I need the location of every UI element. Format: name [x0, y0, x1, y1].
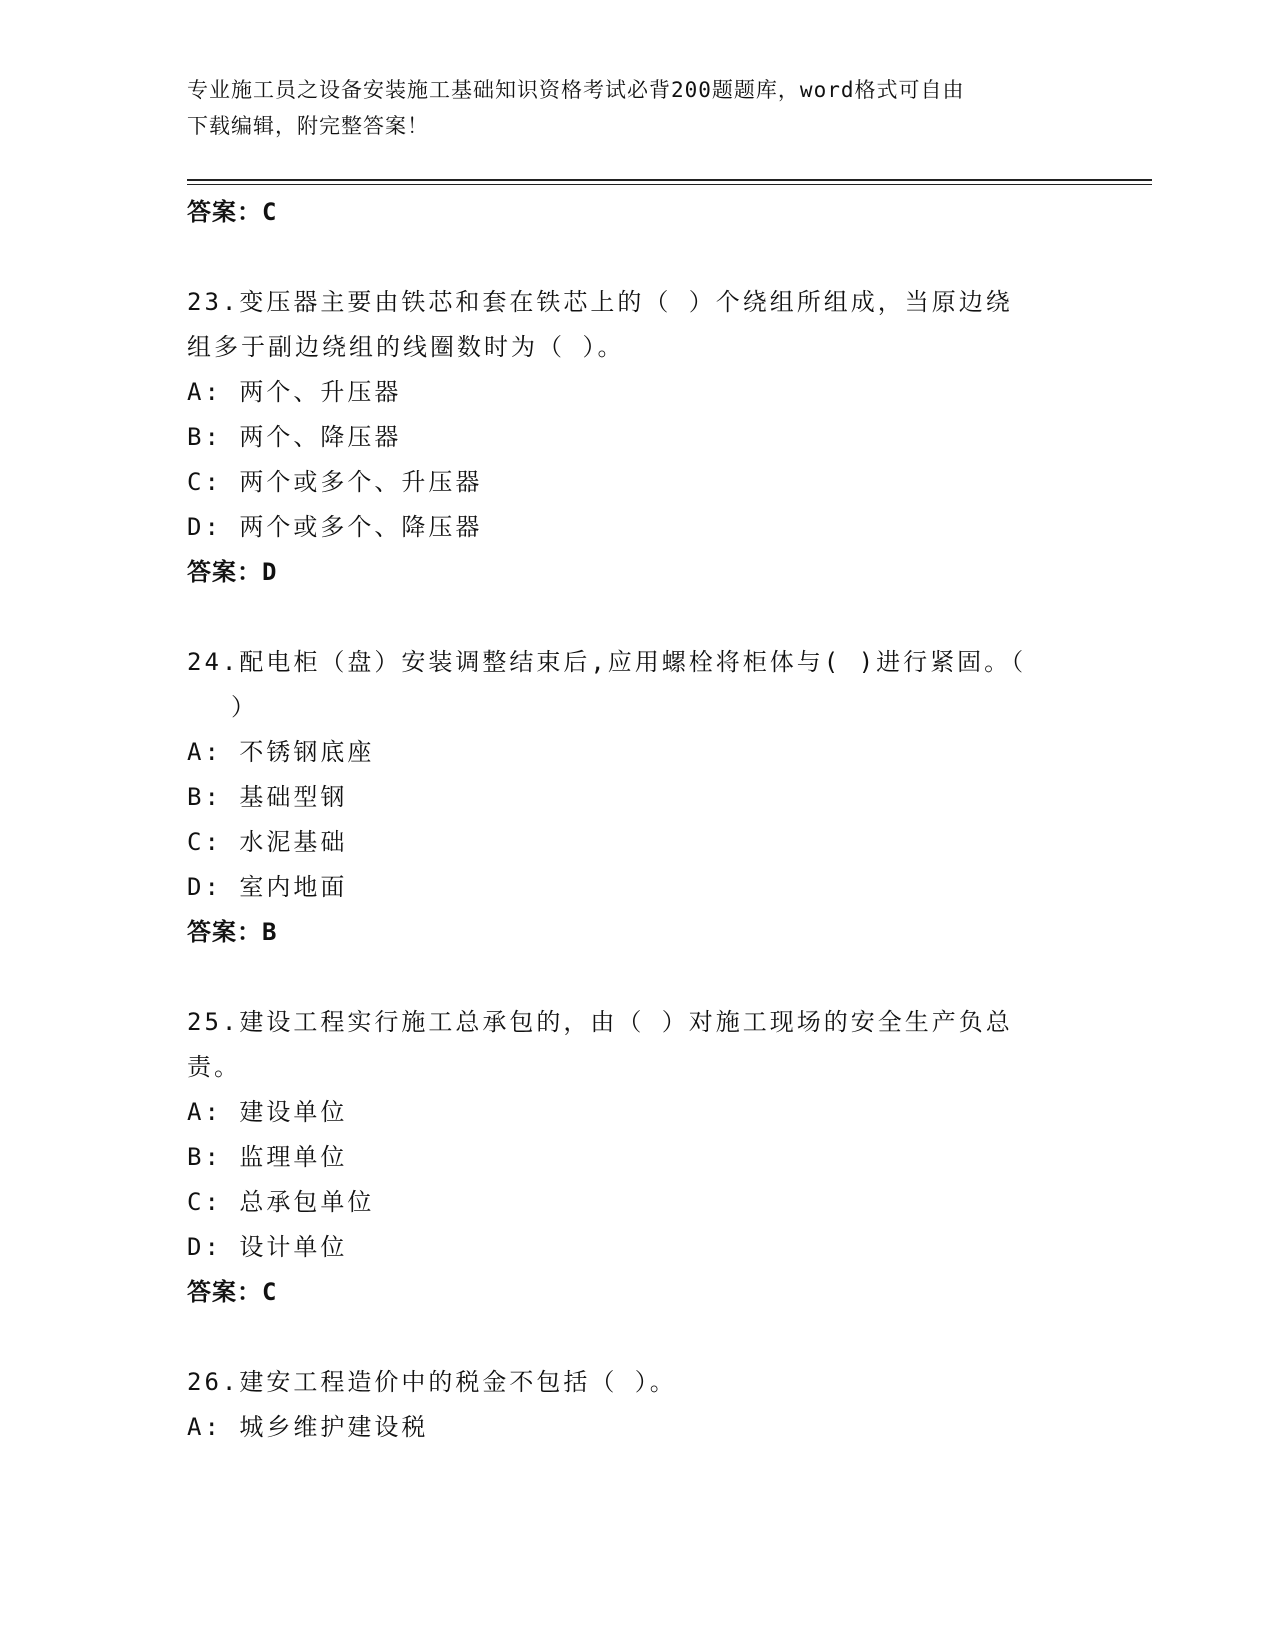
question-list: [187, 190, 1067, 1450]
question-stem: [187, 640, 1067, 730]
option-d: D: 设计单位: [187, 1233, 348, 1261]
question-stem-line-2: ）: [231, 693, 258, 721]
option-c: C: 水泥基础: [187, 828, 348, 856]
question-stem-line-1: 23.变压器主要由铁芯和套在铁芯上的（ ）个绕组所组成，当原边绕: [187, 288, 1013, 316]
option-a: A: 城乡维护建设税: [187, 1413, 429, 1441]
question-stem-line-2: 组多于副边绕组的线圈数时为（ ）。: [187, 333, 625, 361]
question-stem: [187, 280, 1067, 370]
header-line-1: 专业施工员之设备安装施工基础知识资格考试必背200题题库，word格式可自由: [187, 78, 965, 102]
answer-line: 答案：B: [187, 918, 278, 946]
question-stem: [187, 1000, 1067, 1090]
answer-line: 答案：D: [187, 558, 278, 586]
header-divider-thick: [187, 179, 1152, 181]
option-a: A: 不锈钢底座: [187, 738, 375, 766]
document-header: [187, 72, 1067, 144]
header-line-2: 下载编辑，附完整答案！: [187, 114, 429, 138]
option-b: B: 两个、降压器: [187, 423, 402, 451]
question-26: [187, 1360, 1067, 1450]
answer-line: 答案：C: [187, 1278, 278, 1306]
option-a: A: 建设单位: [187, 1098, 348, 1126]
question-stem-line-1: 25.建设工程实行施工总承包的，由（ ）对施工现场的安全生产负总: [187, 1008, 1013, 1036]
answer-line: 答案：C: [187, 198, 278, 226]
option-b: B: 监理单位: [187, 1143, 348, 1171]
option-b: B: 基础型钢: [187, 783, 348, 811]
option-c: C: 两个或多个、升压器: [187, 468, 483, 496]
option-d: D: 两个或多个、降压器: [187, 513, 483, 541]
question-stem-line-1: 24.配电柜（盘）安装调整结束后,应用螺栓将柜体与( )进行紧固。（: [187, 648, 1027, 676]
question-stem-line-2: 责。: [187, 1053, 241, 1081]
question-23: [187, 280, 1067, 595]
question-stem: [187, 1360, 1067, 1405]
question-24: [187, 640, 1067, 955]
option-d: D: 室内地面: [187, 873, 348, 901]
option-a: A: 两个、升压器: [187, 378, 402, 406]
question-25: [187, 1000, 1067, 1315]
header-divider-thin: [187, 184, 1152, 185]
question-stem-line-1: 26.建安工程造价中的税金不包括（ ）。: [187, 1368, 677, 1396]
option-c: C: 总承包单位: [187, 1188, 375, 1216]
